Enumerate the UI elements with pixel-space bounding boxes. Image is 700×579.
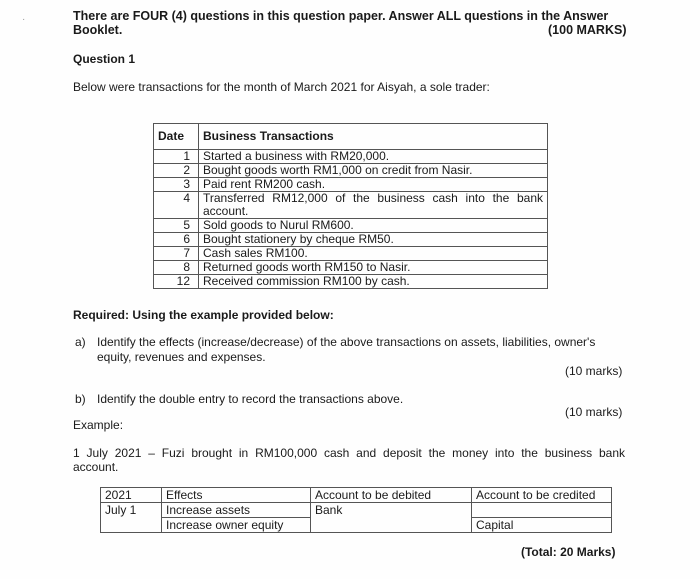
row-date: 7 [154, 247, 199, 261]
row-text: Transferred RM12,000 of the business cash into the bank account. [199, 192, 548, 219]
row-text: Bought goods worth RM1,000 on credit from Nasir. [199, 164, 548, 178]
instructions-line-1: There are FOUR (4) questions in this question paper. Answer ALL questions in the Answer [73, 9, 609, 23]
row-date: 3 [154, 178, 199, 192]
margin-mark: · [22, 14, 26, 25]
example-label: Example: [73, 418, 124, 432]
row-text: Received commission RM100 by cash. [199, 275, 548, 289]
example-table [100, 487, 612, 533]
part-a-marks: (10 marks) [565, 364, 623, 378]
row-date: 4 [154, 192, 199, 219]
part-b-text: Identify the double entry to record the transactions above. [97, 392, 404, 406]
table-row [154, 150, 548, 164]
part-a-text-line-1: Identify the effects (increase/decrease) of the above transactions on assets, liabilities, owner's [97, 335, 596, 349]
table-row [154, 261, 548, 275]
table-row [101, 488, 612, 503]
total-paper-marks: (100 MARKS) [548, 23, 627, 37]
table-row [154, 178, 548, 192]
table-row [154, 233, 548, 247]
table-row [154, 247, 548, 261]
credited-value: Capital [472, 518, 612, 533]
effects-header: Effects [162, 488, 311, 503]
question-total-marks: (Total: 20 Marks) [521, 545, 616, 559]
example-date: July 1 [101, 503, 162, 533]
row-text: Bought stationery by cheque RM50. [199, 233, 548, 247]
table-row [154, 219, 548, 233]
row-date: 12 [154, 275, 199, 289]
instructions-line-2: Booklet. [73, 23, 123, 37]
credited-header: Account to be credited [472, 488, 612, 503]
row-text: Sold goods to Nurul RM600. [199, 219, 548, 233]
debited-value: Bank [311, 503, 472, 533]
transactions-table [153, 123, 548, 289]
row-text: Cash sales RM100. [199, 247, 548, 261]
example-year: 2021 [101, 488, 162, 503]
part-b-label: b) [75, 392, 86, 406]
row-date: 1 [154, 150, 199, 164]
question-title: Question 1 [73, 52, 136, 66]
row-date: 5 [154, 219, 199, 233]
required-heading: Required: Using the example provided below: [73, 308, 334, 322]
effect-1: Increase assets [162, 503, 311, 518]
transactions-column-header: Business Transactions [199, 124, 548, 150]
example-line-1: 1 July 2021 – Fuzi brought in RM100,000 cash and deposit the money into the business bank [73, 446, 625, 460]
table-row [101, 503, 612, 518]
row-date: 2 [154, 164, 199, 178]
debited-header: Account to be debited [311, 488, 472, 503]
table-row [154, 275, 548, 289]
row-date: 8 [154, 261, 199, 275]
question-intro: Below were transactions for the month of March 2021 for Aisyah, a sole trader: [73, 80, 490, 94]
part-a-label: a) [75, 335, 86, 349]
row-text: Paid rent RM200 cash. [199, 178, 548, 192]
row-date: 6 [154, 233, 199, 247]
table-row [154, 192, 548, 219]
transactions-header-row [154, 124, 548, 150]
table-row [154, 164, 548, 178]
row-text: Started a business with RM20,000. [199, 150, 548, 164]
effect-2: Increase owner equity [162, 518, 311, 533]
example-line-2: account. [73, 460, 119, 474]
row-text: Returned goods worth RM150 to Nasir. [199, 261, 548, 275]
date-column-header: Date [154, 124, 199, 150]
credited-blank [472, 503, 612, 518]
part-a-text-line-2: equity, revenues and expenses. [97, 350, 266, 364]
part-b-marks: (10 marks) [565, 405, 623, 419]
